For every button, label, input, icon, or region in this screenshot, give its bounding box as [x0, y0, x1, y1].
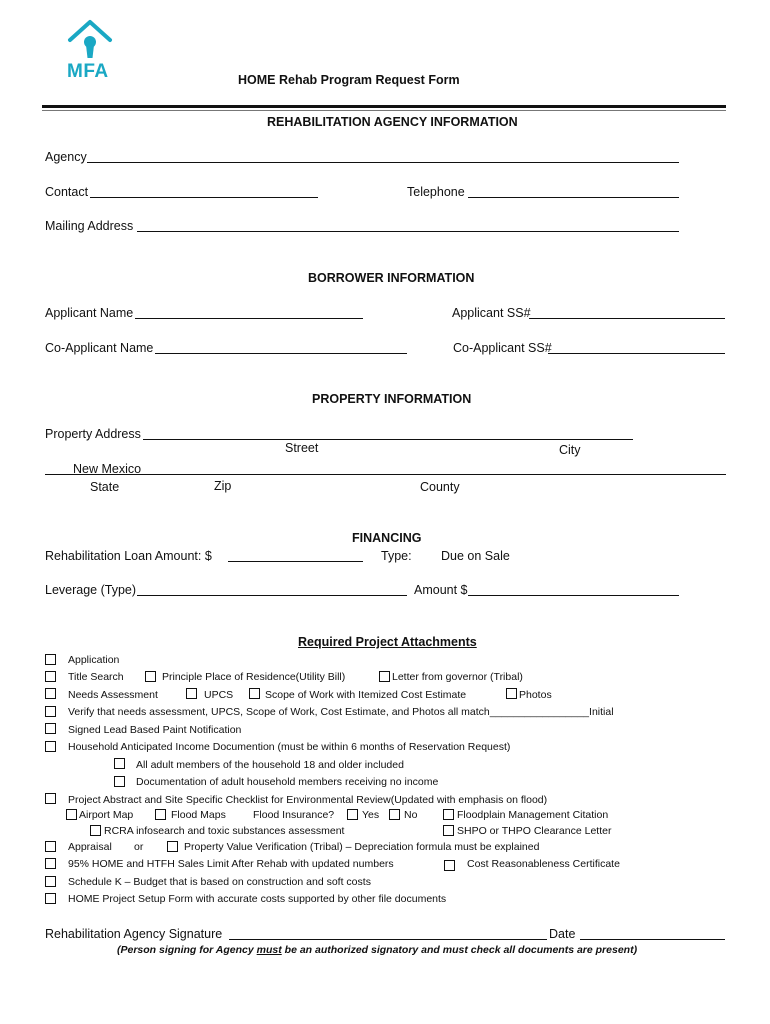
agency-heading: REHABILITATION AGENCY INFORMATION	[267, 115, 518, 129]
property-address-field[interactable]	[143, 439, 633, 440]
rcra-label: RCRA infosearch and toxic substances assessment	[104, 825, 345, 837]
sales-limit-label: 95% HOME and HTFH Sales Limit After Rehab with updated numbers	[68, 858, 394, 870]
adult-no-income-label: Documentation of adult household members receiving no income	[136, 776, 439, 788]
photos-checkbox[interactable]	[506, 688, 517, 699]
upcs-label: UPCS	[204, 689, 234, 701]
needs-assessment-label: Needs Assessment	[68, 689, 158, 701]
applicant-name-field[interactable]	[135, 318, 363, 319]
shpo-checkbox[interactable]	[443, 825, 454, 836]
flood-yes-label: Yes	[362, 809, 380, 821]
rcra-checkbox[interactable]	[90, 825, 101, 836]
verify-label: Verify that needs assessment, UPCS, Scope of Work, Cost Estimate, and Photos all match_________________Initial	[68, 706, 614, 718]
mailing-address-label: Mailing Address	[45, 219, 134, 233]
signature-note-part1: (Person signing for Agency	[117, 944, 257, 956]
verify-checkbox[interactable]	[45, 706, 56, 717]
flood-no-label: No	[404, 809, 418, 821]
street-label: Street	[285, 441, 319, 455]
property-value-checkbox[interactable]	[167, 841, 178, 852]
agency-field[interactable]	[87, 162, 679, 163]
type-value[interactable]: Due on Sale	[441, 549, 510, 563]
telephone-field[interactable]	[468, 197, 679, 198]
project-abstract-label: Project Abstract and Site Specific Checklist for Environmental Review(Updated with emphasis on flood)	[68, 794, 548, 806]
schedule-k-label: Schedule K – Budget that is based on construction and soft costs	[68, 876, 371, 888]
needs-assessment-checkbox[interactable]	[45, 688, 56, 699]
property-address-label: Property Address	[45, 427, 141, 441]
contact-label: Contact	[45, 185, 89, 199]
upcs-checkbox[interactable]	[186, 688, 197, 699]
loan-amount-label: Rehabilitation Loan Amount: $	[45, 549, 212, 563]
borrower-heading: BORROWER INFORMATION	[308, 271, 475, 285]
house-keyhole-icon	[62, 18, 118, 62]
coapplicant-ss-label: Co-Applicant SS#	[453, 341, 552, 355]
coapplicant-ss-field[interactable]	[548, 353, 725, 354]
signature-note-must: must	[256, 944, 282, 956]
signature-field[interactable]	[229, 939, 547, 940]
lead-paint-label: Signed Lead Based Paint Notification	[68, 724, 242, 736]
amount-field[interactable]	[468, 595, 679, 596]
scope-of-work-checkbox[interactable]	[249, 688, 260, 699]
city-label: City	[559, 443, 581, 457]
cost-reasonableness-label: Cost Reasonableness Certificate	[467, 858, 620, 870]
sales-limit-checkbox[interactable]	[45, 858, 56, 869]
type-label: Type:	[381, 549, 412, 563]
flood-maps-checkbox[interactable]	[155, 809, 166, 820]
applicant-ss-field[interactable]	[529, 318, 725, 319]
state-value[interactable]: New Mexico	[73, 462, 142, 476]
appraisal-label: Appraisal	[68, 841, 112, 853]
setup-form-label: HOME Project Setup Form with accurate costs supported by other file documents	[68, 893, 447, 905]
date-label: Date	[549, 927, 576, 941]
appraisal-checkbox[interactable]	[45, 841, 56, 852]
airport-map-checkbox[interactable]	[66, 809, 77, 820]
leverage-label: Leverage (Type)	[45, 583, 137, 597]
property-heading: PROPERTY INFORMATION	[312, 392, 472, 406]
setup-form-checkbox[interactable]	[45, 893, 56, 904]
adult-no-income-checkbox[interactable]	[114, 776, 125, 787]
application-label: Application	[68, 654, 120, 666]
telephone-label: Telephone	[407, 185, 465, 199]
signature-note-part2: be an authorized signatory and must check all documents are present)	[281, 944, 638, 956]
adult-members-checkbox[interactable]	[114, 758, 125, 769]
form-title: HOME Rehab Program Request Form	[238, 73, 460, 87]
county-label: County	[420, 480, 460, 494]
amount-label: Amount $	[414, 583, 468, 597]
financing-heading: FINANCING	[352, 531, 422, 545]
photos-label: Photos	[519, 689, 552, 701]
applicant-name-label: Applicant Name	[45, 306, 134, 320]
floodplain-label: Floodplain Management Citation	[457, 809, 609, 821]
zip-label: Zip	[214, 479, 232, 493]
letter-governor-label: Letter from governor (Tribal)	[392, 671, 523, 683]
date-field[interactable]	[580, 939, 725, 940]
letter-governor-checkbox[interactable]	[379, 671, 390, 682]
principle-place-label: Principle Place of Residence(Utility Bill)	[162, 671, 346, 683]
adult-members-label: All adult members of the household 18 and older included	[136, 759, 404, 771]
state-zip-county-field[interactable]	[45, 474, 726, 475]
applicant-ss-label: Applicant SS#	[452, 306, 531, 320]
flood-yes-checkbox[interactable]	[347, 809, 358, 820]
schedule-k-checkbox[interactable]	[45, 876, 56, 887]
scope-of-work-label: Scope of Work with Itemized Cost Estimate	[265, 689, 467, 701]
flood-no-checkbox[interactable]	[389, 809, 400, 820]
mailing-address-field[interactable]	[137, 231, 679, 232]
appraisal-or-label: or	[134, 841, 144, 853]
mfa-logo	[62, 18, 118, 84]
agency-label: Agency	[45, 150, 87, 164]
household-income-label: Household Anticipated Income Documention (must be within 6 months of Reservation Request)	[68, 741, 511, 753]
household-income-checkbox[interactable]	[45, 741, 56, 752]
signature-label: Rehabilitation Agency Signature	[45, 927, 223, 941]
title-divider	[42, 105, 726, 108]
logo-text: MFA	[67, 61, 109, 82]
flood-insurance-label: Flood Insurance?	[253, 809, 335, 821]
title-search-label: Title Search	[68, 671, 124, 683]
coapplicant-name-label: Co-Applicant Name	[45, 341, 154, 355]
contact-field[interactable]	[90, 197, 318, 198]
application-checkbox[interactable]	[45, 654, 56, 665]
title-divider-thin	[42, 110, 726, 111]
floodplain-checkbox[interactable]	[443, 809, 454, 820]
loan-amount-field[interactable]	[228, 561, 363, 562]
shpo-label: SHPO or THPO Clearance Letter	[457, 825, 612, 837]
property-value-label: Property Value Verification (Tribal) – Depreciation formula must be explained	[184, 841, 540, 853]
state-label: State	[90, 480, 120, 494]
leverage-field[interactable]	[137, 595, 407, 596]
cost-reasonableness-checkbox[interactable]	[444, 860, 455, 871]
flood-maps-label: Flood Maps	[171, 809, 226, 821]
airport-map-label: Airport Map	[79, 809, 134, 821]
project-abstract-checkbox[interactable]	[45, 793, 56, 804]
principle-place-checkbox[interactable]	[145, 671, 156, 682]
lead-paint-checkbox[interactable]	[45, 723, 56, 734]
coapplicant-name-field[interactable]	[155, 353, 407, 354]
title-search-checkbox[interactable]	[45, 671, 56, 682]
attachments-heading: Required Project Attachments	[298, 635, 477, 649]
signature-note	[117, 944, 637, 956]
